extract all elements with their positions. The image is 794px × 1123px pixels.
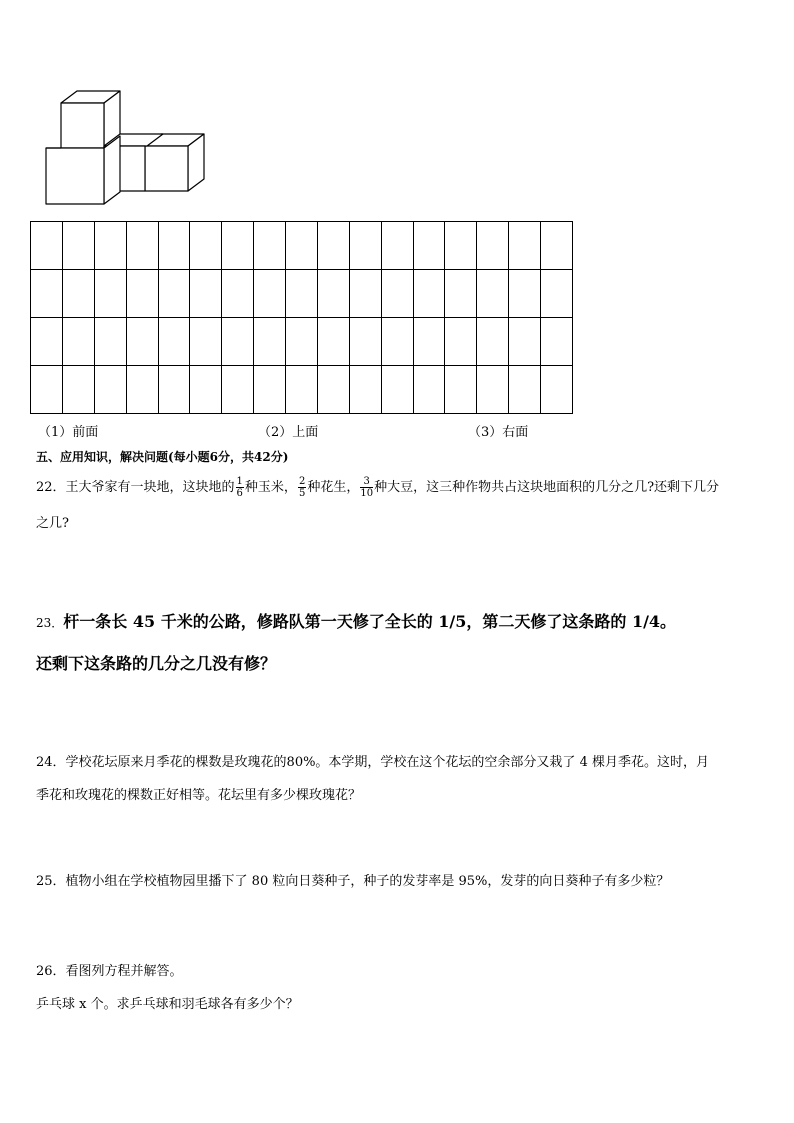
drawing-grid [30, 221, 573, 414]
grid-cell [286, 318, 318, 366]
grid-cell [381, 222, 413, 270]
grid-cell [349, 270, 381, 318]
grid-cell [31, 222, 63, 270]
grid-cell [94, 222, 126, 270]
grid-cell [477, 270, 509, 318]
grid-cell [222, 318, 254, 366]
grid-cell [445, 318, 477, 366]
grid-cell [31, 366, 63, 414]
grid-cell [445, 222, 477, 270]
grid-cell [158, 222, 190, 270]
grid-cell [477, 222, 509, 270]
grid-cell [190, 366, 222, 414]
grid-cell [254, 222, 286, 270]
grid-cell [317, 366, 349, 414]
grid-cell [190, 222, 222, 270]
cube-stack-figure [40, 88, 220, 210]
grid-cell [31, 270, 63, 318]
grid-cell [413, 318, 445, 366]
grid-row [31, 318, 573, 366]
grid-cell [317, 222, 349, 270]
grid-cell [222, 366, 254, 414]
question-24-line-1: 24．学校花坛原来月季花的棵数是玫瑰花的80%。本学期，学校在这个花坛的空余部分又栽了 4 棵月季花。这时，月 [36, 755, 709, 770]
front-view-label: （1）前面 [38, 425, 99, 440]
grid-row [31, 366, 573, 414]
fraction-two-fifths: $\frac{2}{5}$ [298, 476, 306, 499]
right-view-label: （3）右面 [468, 425, 529, 440]
grid-cell [126, 270, 158, 318]
grid-cell [286, 270, 318, 318]
grid-cell [62, 318, 94, 366]
grid-cell [94, 318, 126, 366]
grid-cell [381, 366, 413, 414]
grid-cell [381, 318, 413, 366]
grid-cell [94, 270, 126, 318]
grid-cell [158, 318, 190, 366]
question-24-line-2: 季花和玫瑰花的棵数正好相等。花坛里有多少棵玫瑰花？ [36, 788, 362, 803]
grid-cell [62, 222, 94, 270]
grid-cell [94, 366, 126, 414]
grid-cell [126, 222, 158, 270]
grid-cell [190, 318, 222, 366]
grid-cell [381, 270, 413, 318]
grid-cell [509, 270, 541, 318]
grid-cell [477, 318, 509, 366]
grid-cell [509, 366, 541, 414]
grid-cell [413, 270, 445, 318]
question-26-line-2: 乒乓球 x 个。求乒乓球和羽毛球各有多少个？ [36, 997, 299, 1012]
fraction-three-tenths: $\frac{3}{10}$ [360, 476, 374, 499]
grid-cell [254, 270, 286, 318]
grid-cell [286, 222, 318, 270]
grid-cell [222, 222, 254, 270]
grid-cell [349, 366, 381, 414]
grid-cell [126, 366, 158, 414]
cube-front-face [61, 103, 104, 148]
grid-cell [62, 270, 94, 318]
grid-cell [317, 318, 349, 366]
grid-cell [286, 366, 318, 414]
grid-cell [254, 366, 286, 414]
question-22-line-1: 22．王大爷家有一块地，这块地的 $\frac{1}{6}$ 种玉米， $\frac{2}{5}$ 种花生， $\frac{3}{10}$ 种大豆，这三种作物共占这块地面积的几分之几?还剩下几分 [36, 476, 720, 499]
section-heading: 五、应用知识，解决问题(每小题6分，共42分) [36, 450, 289, 464]
grid-cell [126, 318, 158, 366]
grid-cell [349, 318, 381, 366]
fraction-one-sixth: $\frac{1}{6}$ [236, 476, 243, 499]
grid-cell [158, 270, 190, 318]
grid-cell [62, 366, 94, 414]
grid-cell [477, 366, 509, 414]
grid-cell [541, 318, 573, 366]
grid-cell [541, 366, 573, 414]
grid-cell [413, 222, 445, 270]
grid-cell [509, 222, 541, 270]
grid-cell [445, 366, 477, 414]
grid-cell [31, 318, 63, 366]
grid-cell [413, 366, 445, 414]
top-view-label: （2）上面 [258, 425, 319, 440]
grid-cell [509, 318, 541, 366]
grid-cell [222, 270, 254, 318]
question-25: 25．植物小组在学校植物园里播下了 80 粒向日葵种子，种子的发芽率是 95%，发芽的向日葵种子有多少粒？ [36, 874, 670, 889]
grid-cell [541, 222, 573, 270]
question-23-line-1: 23．杆一条长 45 千米的公路，修路队第一天修了全长的 1/5，第二天修了这条路的 1/4。 [36, 612, 677, 631]
grid-cell [158, 366, 190, 414]
grid-cell [190, 270, 222, 318]
grid-row [31, 270, 573, 318]
grid-cell [541, 270, 573, 318]
grid-cell [445, 270, 477, 318]
question-26-line-1: 26．看图列方程并解答。 [36, 964, 183, 979]
grid-row [31, 222, 573, 270]
grid-cell [254, 318, 286, 366]
question-22-line-2: 之几? [36, 516, 69, 531]
question-23-line-2: 还剩下这条路的几分之几没有修？ [36, 654, 277, 673]
grid-cell [317, 270, 349, 318]
grid-cell [349, 222, 381, 270]
